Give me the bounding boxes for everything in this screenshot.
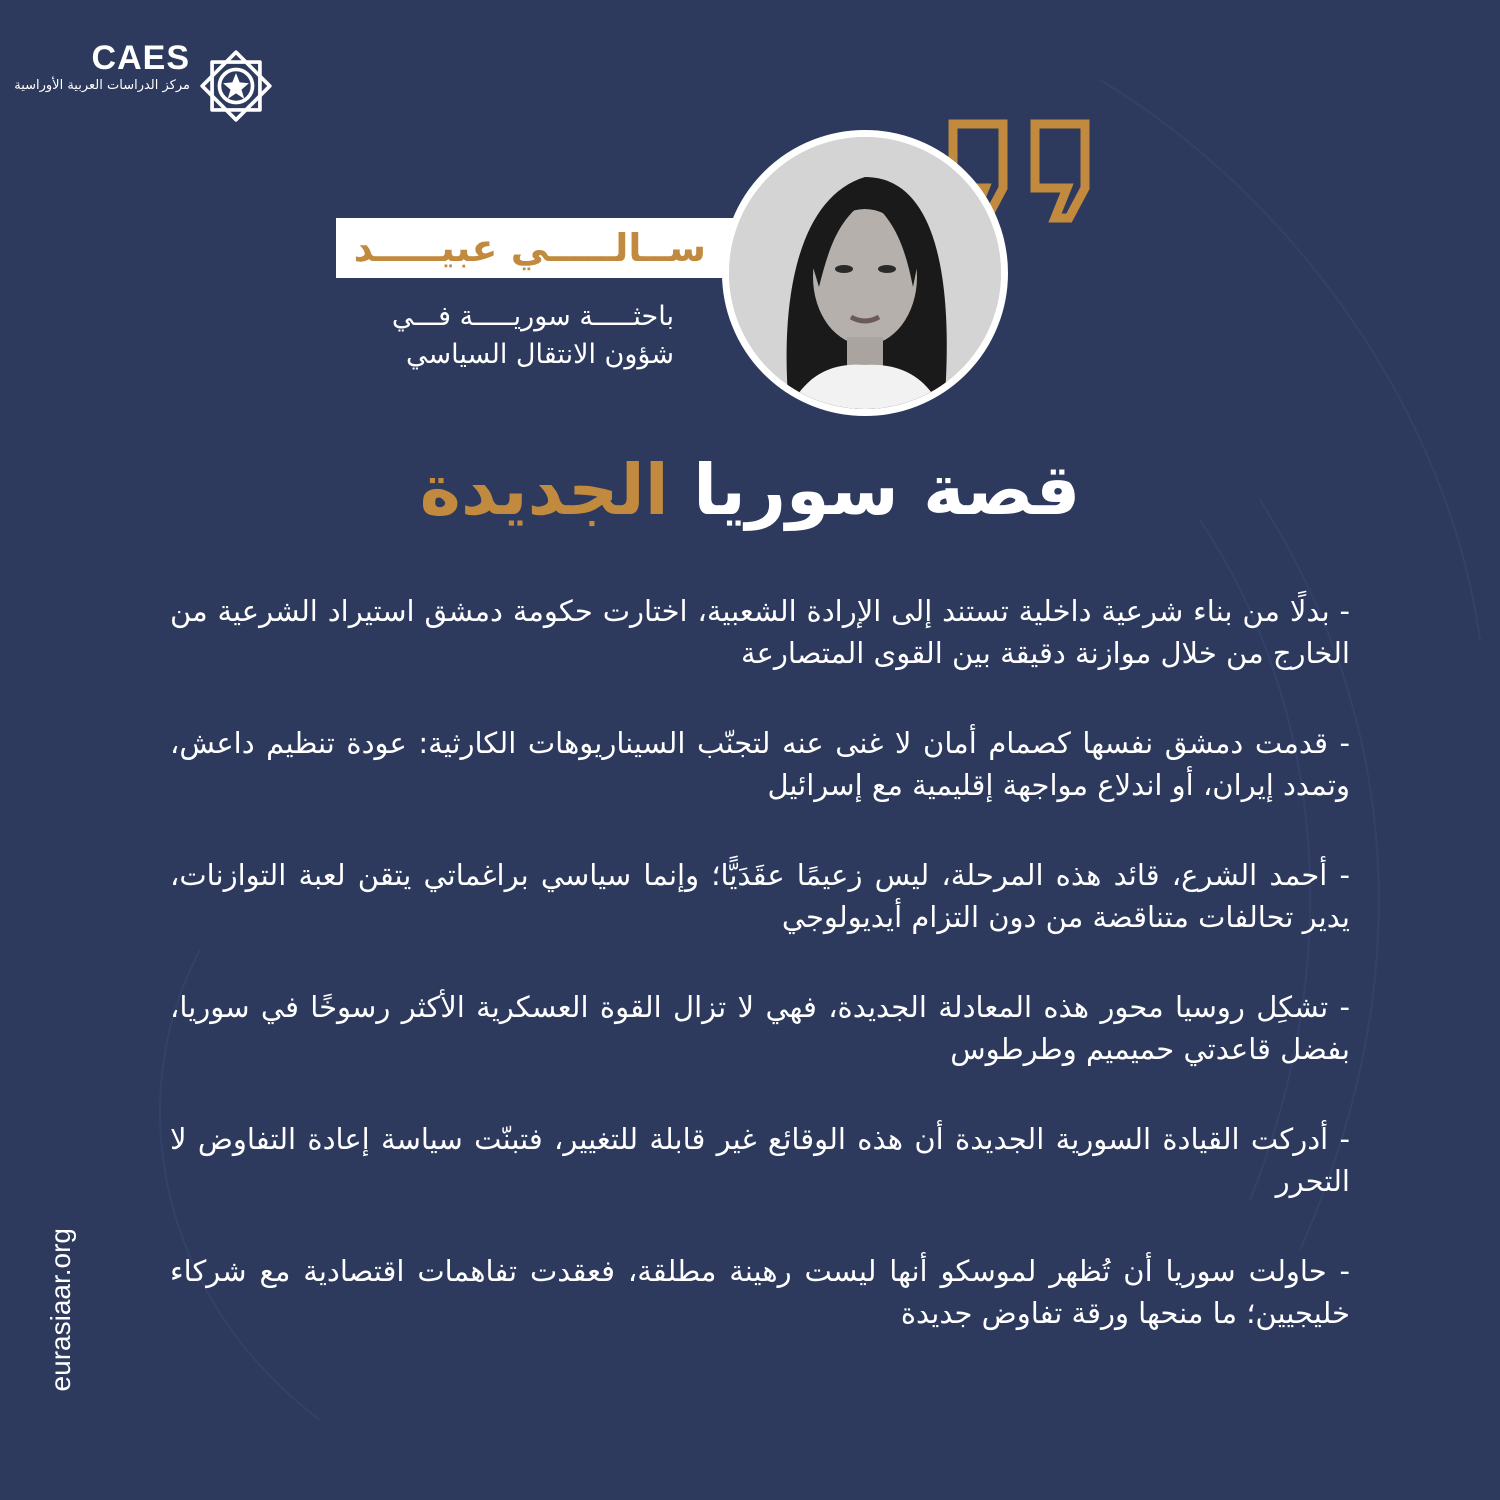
portrait-illustration <box>729 137 1001 409</box>
paragraph-2: - قدمت دمشق نفسها كصمام أمان لا غنى عنه لتجنّب السيناريوهات الكارثية: عودة تنظيم داعش، وتمدد إيران، أو اندلاع مواجهة إقليمية مع إسرائيل <box>170 726 1350 802</box>
paragraph-6: - حاولت سوريا أن تُظهر لموسكو أنها ليست رهينة مطلقة، فعقدت تفاهمات اقتصادية مع شركاء خليجيين؛ ما منحها ورقة تفاوض جديدة <box>170 1254 1350 1330</box>
title-part1: قصة سوريا <box>693 449 1081 531</box>
speaker-role-line2: شؤون الانتقال السياسي <box>406 339 674 370</box>
speaker-role-line1: باحثـــــة سوريـــــة فـــي <box>391 301 674 332</box>
paragraph-4: - تشكِل روسيا محور هذه المعادلة الجديدة، فهي لا تزال القوة العسكرية الأكثر رسوخًا في سوريا، بفضل قاعدتي حميميم وطرطوس <box>170 990 1350 1066</box>
paragraph-3: - أحمد الشرع، قائد هذه المرحلة، ليس زعيمًا عقَدَيًّا؛ وإنما سياسي براغماتي يتقن لعبة التوازنات، يدير تحالفات متناقضة من دون التزام أيديولوجي <box>170 858 1350 934</box>
body-text <box>170 590 1350 1382</box>
speaker-role <box>254 298 674 374</box>
website-url <box>45 1228 95 1428</box>
speaker-name-band <box>336 218 736 278</box>
page-title <box>0 440 1500 540</box>
paragraph-1: - بدلًا من بناء شرعية داخلية تستند إلى الإرادة الشعبية، اختارت حكومة دمشق استيراد الشرعية من الخارج من خلال موازنة دقيقة بين القوى المتصارعة <box>170 594 1350 670</box>
title-part2: الجديدة <box>419 449 669 531</box>
logo-abbr: CAES <box>91 39 190 77</box>
speaker-name: ســالـــــي عبيـــــد <box>353 226 706 270</box>
portrait-photo <box>722 130 1008 416</box>
website-url-text: eurasiaar.org <box>45 1228 76 1392</box>
paragraph-5: - أدركت القيادة السورية الجديدة أن هذه الوقائع غير قابلة للتغيير، فتبنّت سياسة إعادة التفاوض لا التحرر <box>170 1122 1350 1198</box>
logo-name: مركز الدراسات العربية الأوراسية <box>14 78 190 93</box>
eight-point-star-icon <box>190 40 282 132</box>
caes-logo <box>14 38 285 133</box>
